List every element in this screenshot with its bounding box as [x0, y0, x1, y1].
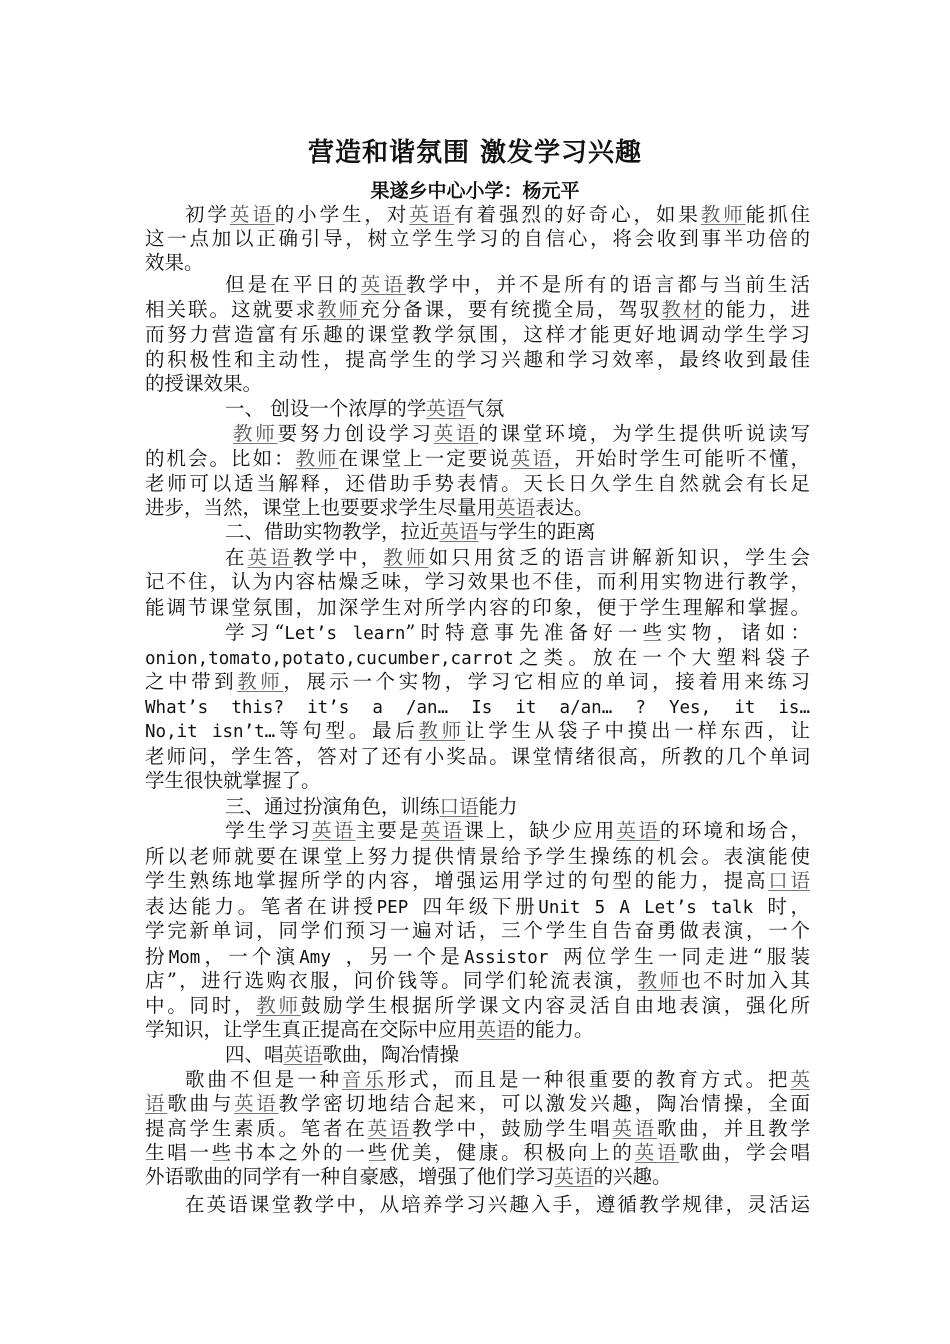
text-run: 提高学生素质。笔者在	[145, 1117, 368, 1140]
text-line	[145, 944, 810, 969]
text-line	[145, 669, 810, 694]
keyword-link[interactable]: 教师	[383, 546, 429, 569]
text-run: 的授课效果。	[145, 372, 263, 395]
text-run: 外语歌曲的同学有一种自豪感，增强了他们学习	[145, 1165, 555, 1188]
text-run: 两位学生一同走进“服装	[563, 945, 810, 968]
keyword-link[interactable]: 口语	[439, 795, 479, 818]
text-run: 教学密切地结合起来，可以激发兴趣，陶冶情操，全面	[278, 1092, 810, 1115]
text-run: 店”，进行选购衣服，问价钱等。同学们轮流表演，	[145, 969, 638, 992]
text-run: 教学中，并不是所有的语言都与当前生活	[405, 273, 810, 296]
keyword-link[interactable]: 英语	[496, 496, 536, 519]
text-line	[225, 545, 810, 570]
text-run: ，另一个是	[345, 945, 465, 968]
text-run: ，开始时学生可能听不懂，	[553, 447, 810, 470]
text-run: ，一个演	[200, 945, 300, 968]
text-run: 所以老师就要在课堂上努力提供情景给予学生操练的机会。表演能使	[145, 845, 810, 868]
text-run: 生唱一些书本之外的一些优美，健康。积极向上的	[145, 1141, 635, 1164]
text-run: 记不住，认为内容枯燥乏味，学习效果也不佳，而利用实物进行教学，	[145, 570, 810, 593]
text-run: PEP	[376, 898, 423, 918]
text-line	[145, 968, 810, 993]
text-line	[145, 471, 810, 496]
text-line	[145, 918, 810, 943]
text-run: 有着强烈的好奇心，如果	[454, 203, 701, 226]
text-run: 能抓住	[745, 203, 810, 226]
text-run: 要努力创设学习	[277, 422, 434, 445]
text-line	[225, 620, 810, 645]
text-run: 这一点加以正确引导，树立学生学习的自信心，将会收到事半功倍的	[145, 227, 810, 250]
text-run: 教学中，	[292, 546, 384, 569]
keyword-link[interactable]: 英语	[439, 520, 479, 543]
keyword-link[interactable]: 英语	[634, 1141, 680, 1164]
text-run: 在	[225, 546, 248, 569]
text-run: 在英语课堂教学中，从培养学习兴趣入手，遵循教学规律，灵活运	[185, 1193, 810, 1216]
text-line	[185, 1192, 810, 1217]
text-run: 相关联。这就要求	[145, 298, 318, 321]
keyword-link[interactable]: 语	[145, 1092, 168, 1115]
text-run: 教学中，鼓励学生唱	[412, 1117, 613, 1140]
keyword-link[interactable]: 英语	[283, 1043, 323, 1066]
text-line	[225, 519, 810, 544]
keyword-link[interactable]: 英语	[409, 203, 455, 226]
keyword-link[interactable]: 教材	[661, 298, 705, 321]
keyword-link[interactable]: 英语	[554, 1165, 594, 1188]
keyword-link[interactable]: 英语	[616, 819, 660, 842]
text-run: 气氛	[465, 397, 505, 420]
keyword-link[interactable]: 英语	[360, 273, 406, 296]
text-run: 扮	[145, 945, 169, 968]
keyword-link[interactable]: 英语	[612, 1117, 657, 1140]
text-run: 能力	[478, 795, 518, 818]
text-run: 的能力，进	[704, 298, 810, 321]
text-run: 三、通过扮演角色，训练	[225, 795, 440, 818]
text-line	[145, 1140, 810, 1165]
document-title: 营造和谐氛围 激发学习兴趣	[307, 138, 643, 168]
keyword-link[interactable]: 教师	[233, 422, 278, 445]
keyword-link[interactable]: 英语	[311, 819, 356, 842]
text-run: 的课堂环境，为学生提供听说读写	[478, 422, 810, 445]
text-line	[145, 768, 810, 793]
text-line	[145, 645, 810, 670]
text-line	[145, 993, 810, 1018]
keyword-link[interactable]: 英语	[247, 546, 293, 569]
text-line	[145, 495, 810, 520]
text-run: 的兴趣。	[593, 1165, 672, 1188]
keyword-link[interactable]: 英语	[234, 1092, 279, 1115]
text-run: 的积极性和主动性，提高学生的学习兴趣和学习效率，最终收到最佳	[145, 348, 810, 371]
keyword-link[interactable]: 教师	[237, 670, 284, 693]
text-run: Mom	[168, 948, 201, 968]
text-run: 学生学习	[225, 819, 312, 842]
text-run: 主要是	[355, 819, 421, 842]
text-line	[225, 1042, 810, 1067]
text-run: ”时特意事先准备好一些实物，诸如：	[405, 621, 810, 644]
text-line	[145, 595, 810, 620]
keyword-link[interactable]: 英语	[476, 1018, 516, 1041]
text-run: 让学生从袋子中摸出一样东西，让	[464, 719, 810, 742]
text-run: 四年级下册	[422, 895, 539, 918]
text-run: 在课堂上一定要说	[338, 447, 511, 470]
text-line	[185, 1067, 810, 1092]
text-run: 表达。	[535, 496, 594, 519]
text-run: 歌曲，陶冶情操	[322, 1043, 460, 1066]
text-line	[145, 694, 810, 719]
text-run: 但是在平日的	[225, 273, 361, 296]
keyword-link[interactable]: 英语	[367, 1117, 413, 1140]
text-run: 老师问，学生答，答对了还有小奖品。课堂情绪很高，所教的几个单词	[145, 745, 810, 768]
text-run: 表达能力。笔者在讲授	[145, 895, 377, 918]
text-line	[145, 226, 810, 251]
text-run: 四、唱	[225, 1043, 284, 1066]
text-run: 歌曲与	[167, 1092, 235, 1115]
text-run: 二、借助实物教学，拉近	[225, 520, 440, 543]
text-run: 时，	[767, 895, 810, 918]
keyword-link[interactable]: 英语	[426, 397, 466, 420]
text-line	[145, 718, 810, 743]
text-run: 也不时加入其	[681, 969, 810, 992]
text-run: 而努力营造富有乐趣的课堂教学氛围，这样才能更好地调动学生学习	[145, 323, 810, 346]
text-line	[185, 202, 810, 227]
keyword-link[interactable]: 教师	[317, 298, 361, 321]
text-run: Amy	[299, 948, 346, 968]
text-run: 学知识，让学生真正提高在交际中应用	[145, 1018, 477, 1041]
text-run: 歌曲不但是一种	[185, 1068, 342, 1091]
text-run: 中。同时，	[145, 994, 257, 1017]
text-line	[145, 744, 810, 769]
text-line	[145, 569, 810, 594]
keyword-link[interactable]: 口语	[768, 869, 810, 892]
text-run: 进步，当然，课堂上也要要求学生尽量用	[145, 496, 497, 519]
text-run: 歌曲，学会唱	[679, 1141, 810, 1164]
text-run: 的小学生，对	[274, 203, 410, 226]
text-run: 老师可以适当解释，还借助手势表情。天长日久学生自然就会有长足	[145, 472, 810, 495]
text-run: No,it isn’t…	[145, 722, 276, 742]
text-line	[145, 1017, 810, 1042]
keyword-link[interactable]: 教师	[256, 994, 301, 1017]
text-line	[145, 297, 810, 322]
keyword-link[interactable]: 英语	[510, 447, 554, 470]
text-line	[225, 396, 810, 421]
text-run: 学生熟练地掌握所学的内容，增强运用学过的句型的能力，提高	[145, 869, 769, 892]
keyword-link[interactable]: 教师	[295, 447, 339, 470]
text-run: ，展示一个实物，学习它相应的单词，接着用来练习	[283, 670, 810, 693]
text-run: 与学生的距离	[478, 520, 596, 543]
text-run: 的能力。	[515, 1018, 594, 1041]
text-run: 的机会。比如：	[145, 447, 296, 470]
text-line	[145, 894, 810, 919]
text-run: What’s this? it’s a /an… Is it a/an… ? Yes, it is…	[145, 698, 810, 718]
text-run: 课上，缺少应用	[464, 819, 617, 842]
keyword-link[interactable]: 教师	[700, 203, 746, 226]
keyword-link[interactable]: 英语	[420, 819, 465, 842]
text-line	[145, 868, 810, 893]
keyword-link[interactable]: 英语	[433, 422, 479, 445]
text-run: onion,tomato,potato,cucumber,carrot	[145, 649, 514, 669]
text-run: 鼓励学生根据所学课文内容灵活自由地表演，强化所	[300, 994, 810, 1017]
keyword-link[interactable]: 英语	[229, 203, 275, 226]
text-line	[233, 421, 810, 446]
text-line	[145, 446, 810, 471]
text-run: 的环境和场合，	[659, 819, 810, 842]
text-line	[145, 1116, 810, 1141]
text-line	[225, 794, 810, 819]
text-run: 一、 创设一个浓厚的学	[225, 397, 427, 420]
keyword-link[interactable]: 教师	[637, 969, 682, 992]
text-run: 学完新单词，同学们预习一遍对话，三个学生自告奋勇做表演，一个	[145, 919, 810, 942]
keyword-link[interactable]: 音乐	[341, 1068, 387, 1091]
text-run: 效果。	[145, 251, 204, 274]
text-line	[145, 322, 810, 347]
text-run: 之中带到	[145, 670, 238, 693]
keyword-link[interactable]: 英	[790, 1068, 810, 1091]
text-run: 形式，而且是一种很重要的教育方式。把	[386, 1068, 791, 1091]
text-run: Let’s learn	[284, 624, 406, 644]
text-run: Unit 5 A Let’s talk	[538, 898, 768, 918]
text-line	[225, 272, 810, 297]
text-run: 如只用贫乏的语言讲解新知识，学生会	[428, 546, 810, 569]
text-line	[145, 371, 810, 396]
keyword-link[interactable]: 教师	[418, 719, 465, 742]
text-line	[225, 818, 810, 843]
text-run: 充分备课，要有统揽全局，驾驭	[360, 298, 662, 321]
text-run: 之类。放在一个大塑料袋子	[513, 646, 810, 669]
text-line	[145, 347, 810, 372]
author-line: 果遂乡中心小学：杨元平	[370, 180, 580, 202]
text-line	[145, 1164, 810, 1189]
text-line	[145, 844, 810, 869]
text-run: 等句型。最后	[275, 719, 419, 742]
text-run: 初学	[185, 203, 230, 226]
text-run: 歌曲，并且教学	[656, 1117, 810, 1140]
text-run: 学生很快就掌握了。	[145, 769, 321, 792]
text-run: Assistor	[464, 948, 564, 968]
text-line	[145, 1091, 810, 1116]
text-run: 能调节课堂氛围，加深学生对所学内容的印象，便于学生理解和掌握。	[145, 596, 810, 619]
text-run: 学习“	[225, 621, 285, 644]
